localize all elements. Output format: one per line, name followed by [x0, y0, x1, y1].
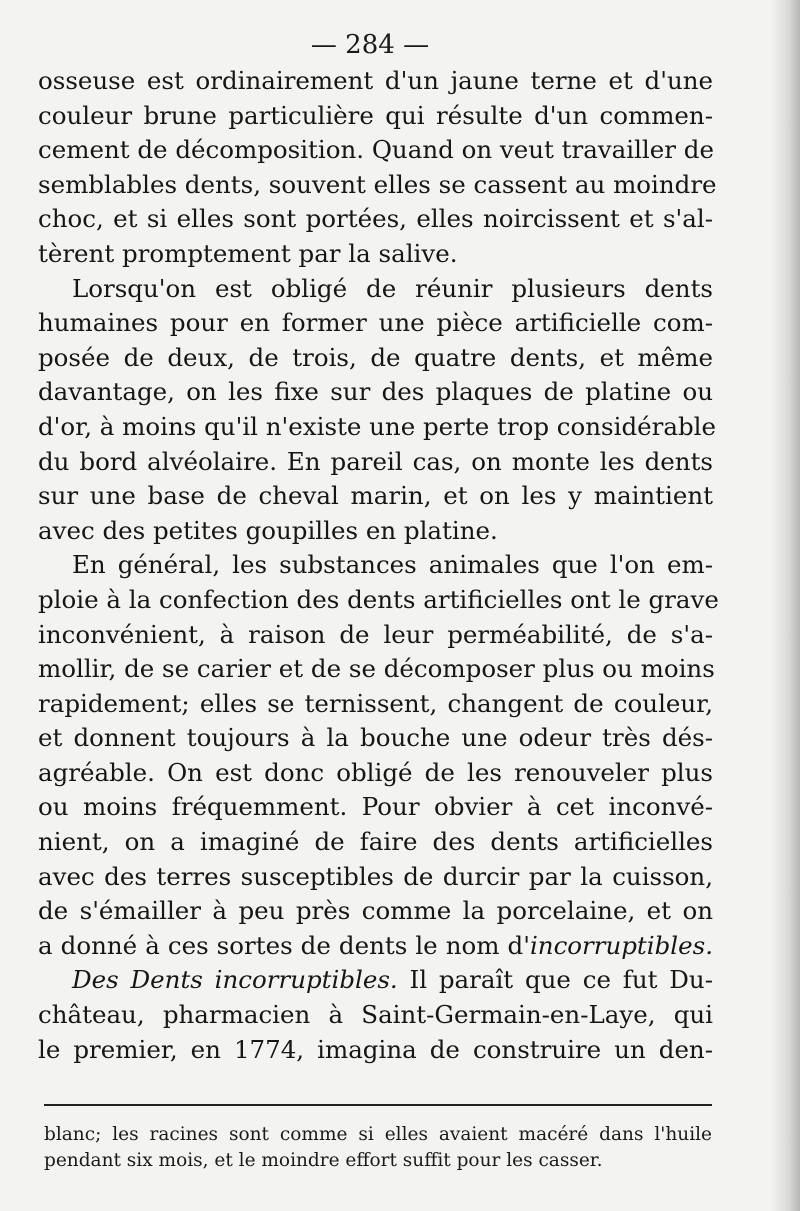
footnote-divider	[44, 1104, 712, 1106]
footnote-line: pendant six mois, et le moindre effort suffit pour les casser.	[44, 1150, 603, 1171]
paragraph-start-line: En général, les substances animales que l'on em-	[72, 550, 713, 580]
text-line: rapidement; elles se ternissent, changent de couleur,	[38, 688, 713, 718]
text-line: du bord alvéolaire. En pareil cas, on monte les dents	[38, 446, 713, 476]
body-text	[38, 64, 719, 1067]
text-line: ploie à la confection des dents artificielles ont le grave	[38, 584, 719, 614]
text-line: inconvénient, à raison de leur perméabilité, de s'a-	[38, 619, 713, 649]
text-line: cement de décomposition. Quand on veut travailler de	[38, 135, 714, 165]
text-line: sur une base de cheval marin, et on les y maintient	[38, 481, 713, 511]
text-line: mollir, de se carier et de se décomposer plus ou moins	[38, 654, 715, 684]
text-line: avec des terres susceptibles de durcir par la cuisson,	[38, 861, 713, 891]
text-line-italic: incorruptibles.	[529, 930, 713, 960]
text-line: choc, et si elles sont portées, elles noircissent et s'al-	[38, 204, 713, 234]
text-line-roman: a donné à ces sortes de dents le nom d'	[38, 930, 530, 960]
text-line: et donnent toujours à la bouche une odeur très dés-	[38, 723, 713, 753]
text-line: ou moins fréquemment. Pour obvier à cet inconvé-	[38, 792, 713, 822]
text-line: humaines pour en former une pièce artificielle com-	[38, 308, 713, 338]
text-line: tèrent promptement par la salive.	[38, 238, 458, 268]
text-line: avec des petites goupilles en platine.	[38, 515, 498, 545]
section-heading-italic: Des Dents incorruptibles.	[72, 965, 398, 995]
text-line: nient, on a imaginé de faire des dents artificielles	[38, 827, 713, 857]
text-line: château, pharmacien à Saint-Germain-en-Laye, qui	[38, 1000, 713, 1030]
footnote-line: blanc; les racines sont comme si elles avaient macéré dans l'huile	[44, 1124, 712, 1145]
text-line: d'or, à moins qu'il n'existe une perte trop considérable	[38, 411, 716, 441]
page-number: — 284 —	[310, 30, 430, 60]
section-heading-line	[38, 963, 713, 998]
page-gutter-shadow	[770, 0, 800, 1211]
text-line: posée de deux, de trois, de quatre dents, et même	[38, 342, 713, 372]
text-line	[38, 929, 713, 964]
text-line: couleur brune particulière qui résulte d'un commen-	[38, 100, 713, 130]
text-line: de s'émailler à peu près comme la porcelaine, et on	[38, 896, 713, 926]
text-line: le premier, en 1774, imagina de construire un den-	[38, 1034, 713, 1064]
footnote	[44, 1122, 712, 1174]
text-line: osseuse est ordinairement d'un jaune terne et d'une	[38, 66, 713, 95]
text-line-roman: Il paraît que ce fut Du-	[397, 965, 713, 995]
text-line: agréable. On est donc obligé de les renouveler plus	[38, 757, 713, 787]
text-line: davantage, on les fixe sur des plaques de platine ou	[38, 377, 713, 407]
text-line: semblables dents, souvent elles se cassent au moindre	[38, 169, 717, 199]
paragraph-start-line: Lorsqu'on est obligé de réunir plusieurs dents	[72, 273, 713, 303]
